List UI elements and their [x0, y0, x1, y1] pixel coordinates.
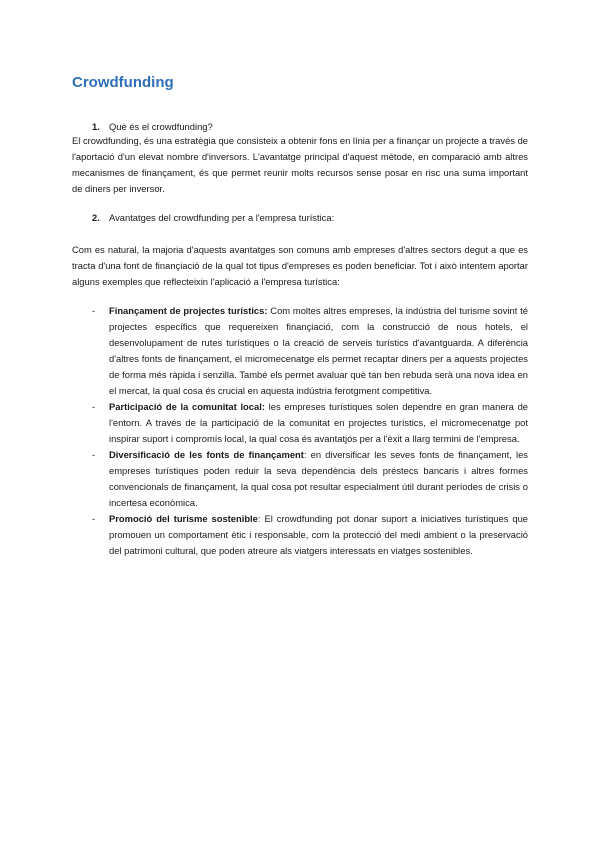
section-1-paragraph: El crowdfunding, és una estratègia que consisteix a obtenir fons en línia per a finançar un projecte a través de l'aportació d'un elevat nombre d'inversors. L'avantatge principal d'aquest mètode, en comparació amb altres mecanismes de finançament, és que permet reunir molts recursos sense posar en risc una suma important de diners per inversor. [72, 135, 529, 194]
list-dash: - [92, 513, 96, 524]
list-item-term: Finançament de projectes turístics: [109, 305, 268, 316]
list-item-sustainable-tourism [92, 511, 528, 559]
section-1-number: 1. [92, 121, 100, 132]
section-1-heading-text: Què és el crowdfunding? [109, 121, 213, 132]
list-item-text: les empreses turístiques solen dependre en gran manera de l'entorn. A través de la participació de la comunitat en projectes turístics, el micromecenatge pot inspirar suport i compromís local, la qual cosa és avantatjós per a l'èxit a llarg termini de l'empresa. [109, 401, 528, 444]
list-item-financing [92, 303, 528, 399]
document-title: Crowdfunding [72, 74, 174, 91]
list-item-term: Promoció del turisme sostenible [109, 513, 258, 524]
list-item-text: Com moltes altres empreses, la indústria del turisme sovint té projectes específics que requereixen finançiació, com la construcció de nous hotels, el desenvolupament de rutes turístiques o la creació de serveis turístics d'avantguarda. A diferència d'altres fonts de finançament, el micromecenatge els permet recaptar diners per a aquests projectes de forma més ràpida i senzilla. També els permet avaluar què tan ben rebuda serà una nova idea en el mercat, la qual cosa és crucial en aquesta indústria ferotgment competitiva. [109, 305, 528, 396]
section-2-paragraph: Com es natural, la majoria d'aquests avantatges son comuns amb empreses d'altres sectors degut a que es tracta d'una font de finançiació de la qual tot tipus d'empreses es poden beneficiar. Tot i això intentem aportar alguns exemples que reflecteixin l'aplicació a l'empresa turística: [72, 244, 528, 287]
list-item-term: Diversificació de les fonts de finançament [109, 449, 304, 460]
list-item-community [92, 399, 528, 447]
list-item-diversification [92, 447, 528, 511]
list-item-text: : en diversificar les seves fonts de finançament, les empreses turístiques poden reduir la seva dependència dels préstecs bancaris i altres formes convencionals de finançament, la qual cosa pot resultar especialment útil durant períodes de crisis o incertesa econòmica. [109, 449, 528, 508]
list-dash: - [92, 305, 96, 316]
list-dash: - [92, 401, 96, 412]
section-2-heading [92, 212, 334, 224]
section-2-number: 2. [92, 212, 100, 223]
list-dash: - [92, 449, 96, 460]
advantages-list [92, 303, 528, 559]
list-item-text: : El crowdfunding pot donar suport a iniciatives turístiques que promouen un comportament ètic i responsable, com la protecció del medi ambient o la preservació del patrimoni cultural, que poden atreure als viatgers interessats en viatges sostenibles. [109, 513, 529, 556]
section-2-heading-text: Avantatges del crowdfunding per a l'empresa turística: [109, 212, 335, 223]
list-item-term: Participació de la comunitat local: [109, 401, 265, 412]
section-1-heading [92, 121, 213, 133]
